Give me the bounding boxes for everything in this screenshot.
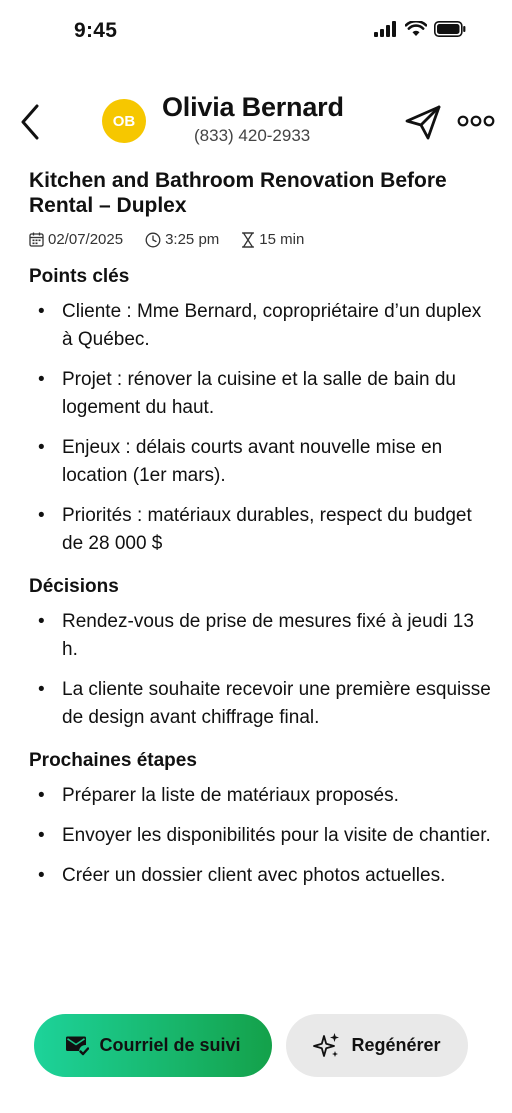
- cellular-signal-icon: [374, 21, 398, 37]
- hourglass-icon: [241, 232, 255, 248]
- meta-date-text: 02/07/2025: [48, 231, 124, 248]
- back-button[interactable]: [14, 100, 46, 144]
- contact-phone: (833) 420-2933: [194, 126, 311, 145]
- meta-duration: [241, 231, 304, 248]
- list-item: • Enjeux : délais courts avant nouvelle mise en location (1er mars).: [29, 434, 491, 490]
- more-icon: [457, 114, 495, 128]
- key-points-list: [29, 298, 491, 558]
- wifi-icon: [405, 21, 427, 37]
- contact-name: Olivia Bernard: [162, 92, 344, 122]
- note-content: [29, 168, 491, 902]
- chevron-left-icon: [18, 102, 42, 142]
- section-title-next-steps: Prochaines étapes: [29, 750, 197, 771]
- mail-check-icon: [65, 1036, 89, 1056]
- avatar: OB: [102, 99, 146, 143]
- header: [0, 88, 512, 158]
- list-item: • Préparer la liste de matériaux proposés.: [29, 782, 491, 810]
- list-item: • Projet : rénover la cuisine et la salle de bain du logement du haut.: [29, 366, 491, 422]
- status-icons: [374, 21, 466, 37]
- status-time: 9:45: [74, 19, 118, 42]
- decisions-list: [29, 608, 491, 732]
- list-item: • Rendez-vous de prise de mesures fixé à jeudi 13 h.: [29, 608, 491, 664]
- list-item: • Cliente : Mme Bernard, copropriétaire d’un duplex à Québec.: [29, 298, 491, 354]
- list-item: • Créer un dossier client avec photos actuelles.: [29, 862, 491, 890]
- list-item: • Priorités : matériaux durables, respect du budget de 28 000 $: [29, 502, 491, 558]
- send-button[interactable]: [402, 102, 444, 142]
- follow-up-email-label: Courriel de suivi: [99, 1035, 241, 1055]
- regenerate-label: Regénérer: [351, 1035, 441, 1055]
- send-icon: [404, 104, 442, 140]
- clock-icon: [145, 232, 161, 248]
- meta-time: [145, 231, 219, 248]
- meta-date: [29, 231, 123, 248]
- regenerate-button[interactable]: [286, 1014, 468, 1077]
- sparkles-icon: [313, 1032, 341, 1060]
- next-steps-list: [29, 782, 491, 890]
- note-meta: [29, 231, 491, 248]
- meta-duration-text: 15 min: [259, 231, 305, 248]
- list-item: • La cliente souhaite recevoir une première esquisse de design avant chiffrage final.: [29, 676, 491, 732]
- follow-up-email-button[interactable]: [34, 1014, 272, 1077]
- section-title-key-points: Points clés: [29, 266, 130, 287]
- status-bar: [0, 0, 512, 64]
- meta-time-text: 3:25 pm: [165, 231, 220, 248]
- note-title: Kitchen and Bathroom Renovation Before Rental – Duplex: [29, 169, 447, 217]
- calendar-icon: [29, 232, 44, 247]
- battery-icon: [434, 21, 466, 37]
- list-item: • Envoyer les disponibilités pour la visite de chantier.: [29, 822, 491, 850]
- section-title-decisions: Décisions: [29, 576, 119, 597]
- more-options-button[interactable]: [456, 110, 496, 132]
